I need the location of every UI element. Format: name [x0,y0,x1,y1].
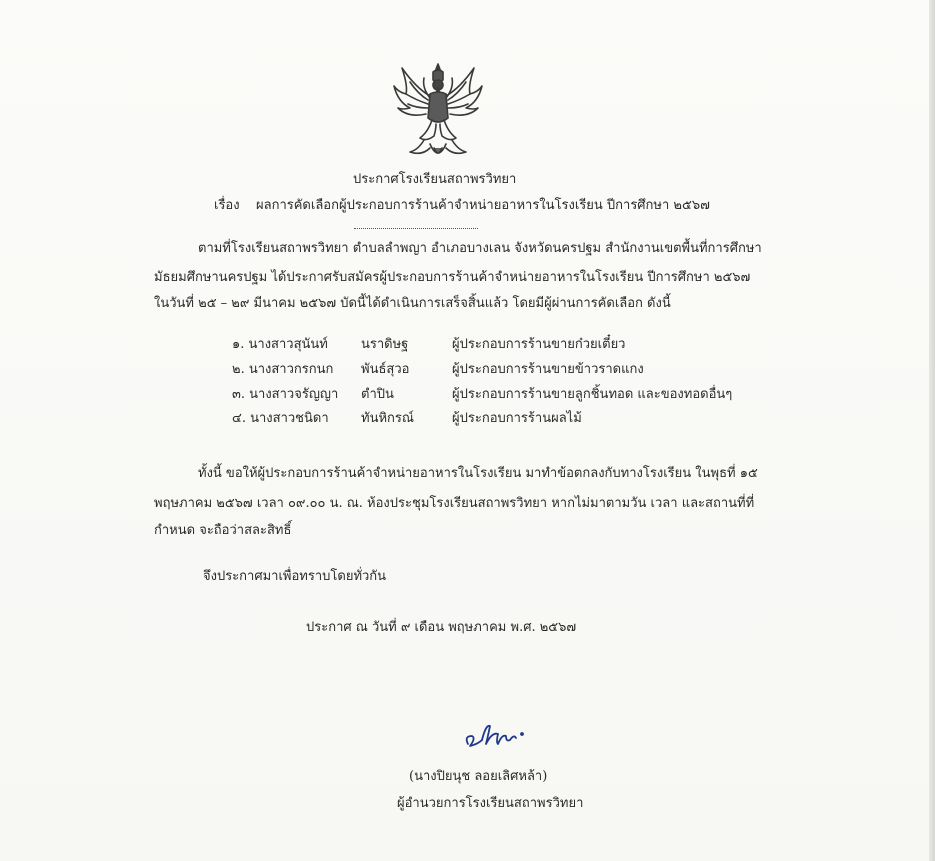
paragraph-1-line-1: ตามที่โรงเรียนสถาพรวิทยา ตำบลลำพญา อำเภอบางเลน จังหวัดนครปฐม สำนักงานเขตพื้นที่การศึกษา [198,241,762,256]
selected-vendor-row [0,361,935,381]
page-edge-shadow [929,0,935,861]
paragraph-1-line-2: มัธยมศึกษานครปฐม ได้ประกาศรับสมัครผู้ประกอบการร้านค้าจำหน่ายอาหารในโรงเรียน ปีการศึกษา ๒๕๖๗ [154,270,751,285]
announcement-closing: จึงประกาศมาเพื่อทราบโดยทั่วกัน [203,569,387,584]
vendor-name: ๑. นางสาวสุนันท์ [232,337,328,352]
subject-text: ผลการคัดเลือกผู้ประกอบการร้านค้าจำหน่ายอาหารในโรงเรียน ปีการศึกษา ๒๕๖๗ [256,198,710,213]
vendor-role: ผู้ประกอบการร้านขายลูกชิ้นทอด และของทอดอื่นๆ [452,387,733,402]
vendor-name: ๒. นางสาวกรกนก [232,362,334,377]
signatory-name: (นางปิยนุช ลอยเลิศหล้า) [409,769,548,784]
vendor-name: ๓. นางสาวจรัญญา [232,387,339,402]
signatory-title: ผู้อำนวยการโรงเรียนสถาพรวิทยา [397,796,584,811]
vendor-surname: ตำปิน [361,387,394,402]
paragraph-2-line-1: ทั้งนี้ ขอให้ผู้ประกอบการร้านค้าจำหน่ายอาหารในโรงเรียน มาทำข้อตกลงกับทางโรงเรียน ในพุธที่ ๑๕ [198,466,758,481]
paragraph-2-line-2: พฤษภาคม ๒๕๖๗ เวลา ๐๙.๐๐ น. ณ. ห้องประชุมโรงเรียนสถาพรวิทยา หากไม่มาตามวัน เวลา และสถานที่ที่ [154,496,755,511]
vendor-surname: นราดิษฐ [361,337,409,352]
paragraph-2-line-3: กำหนด จะถือว่าสละสิทธิ์ [154,523,292,538]
vendor-surname: ทันหิกรณ์ [361,411,414,426]
subject-label: เรื่อง [214,198,240,213]
dotted-divider [354,228,478,229]
paragraph-1-line-3: ในวันที่ ๒๕ – ๒๙ มีนาคม ๒๕๖๗ บัดนี้ได้ดำเนินการเสร็จสิ้นแล้ว โดยมีผู้ผ่านการคัดเลือก ดังนี้ [154,296,671,311]
vendor-role: ผู้ประกอบการร้านขายข้าวราดแกง [452,362,644,377]
selected-vendor-row [0,336,935,356]
announcement-date: ประกาศ ณ วันที่ ๙ เดือน พฤษภาคม พ.ศ. ๒๕๖๗ [306,620,577,635]
vendor-name: ๔. นางสาวชนิดา [232,411,329,426]
selected-vendor-row [0,386,935,406]
vendor-surname: พันธ์สุวอ [361,362,410,377]
handwritten-signature [462,714,532,754]
announcement-title: ประกาศโรงเรียนสถาพรวิทยา [353,172,517,187]
vendor-role: ผู้ประกอบการร้านขายก๋วยเตี๋ยว [452,337,626,352]
garuda-emblem-icon [388,58,488,166]
vendor-role: ผู้ประกอบการร้านผลไม้ [452,411,582,426]
selected-vendor-row [0,410,935,430]
